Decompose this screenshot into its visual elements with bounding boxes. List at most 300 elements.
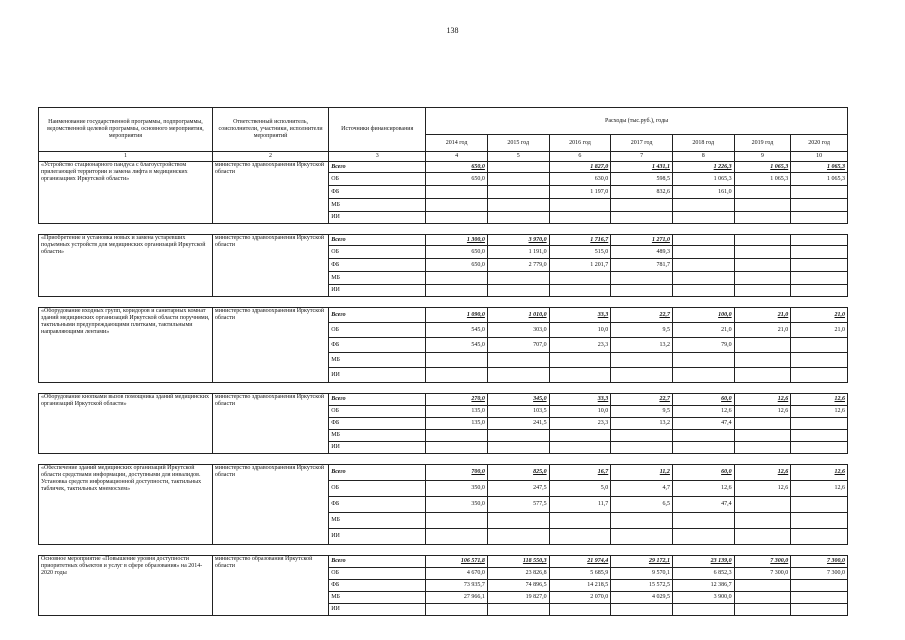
amount-cell (611, 353, 673, 368)
header-responsible: Ответственный исполнитель, соисполнители, участники, исполнители мероприятий (212, 108, 328, 152)
amount-value: 12,6 (834, 485, 845, 492)
section-spacer (39, 383, 848, 394)
amount-cell (791, 162, 848, 173)
amount-cell (611, 199, 673, 212)
amount-cell (549, 442, 611, 454)
amount-cell (672, 394, 734, 406)
amount-cell (426, 308, 488, 323)
amount-value: 350,0 (471, 485, 485, 492)
amount-cell (426, 199, 488, 212)
amount-value: 106 571,8 (460, 558, 485, 565)
funding-source: Всего (329, 235, 426, 246)
amount-cell (549, 199, 611, 212)
amount-cell (549, 513, 611, 529)
amount-value: 11,2 (659, 469, 670, 476)
amount-value: 19 827,0 (525, 594, 547, 601)
amount-value: 21,0 (834, 326, 845, 333)
amount-cell (672, 212, 734, 224)
amount-cell (611, 442, 673, 454)
responsible-executor: министерство здравоохранения Иркутской области (212, 162, 328, 224)
amount-value: 4 029,5 (651, 594, 670, 601)
header-year: 2017 год (611, 135, 673, 152)
amount-value: 1 191,0 (528, 248, 547, 255)
table-row (39, 394, 848, 406)
amount-cell (791, 186, 848, 199)
amount-cell (611, 394, 673, 406)
amount-cell (549, 529, 611, 545)
amount-cell (611, 430, 673, 442)
amount-value: 79,0 (721, 341, 732, 348)
amount-cell (549, 580, 611, 592)
column-number: 9 (734, 152, 791, 162)
table-row (39, 465, 848, 481)
amount-cell (549, 285, 611, 297)
amount-value: 1 226,3 (713, 163, 732, 170)
amount-cell (487, 338, 549, 353)
amount-value: 650,0 (471, 261, 485, 268)
amount-cell (487, 173, 549, 186)
amount-cell (549, 308, 611, 323)
funding-source: МБ (329, 592, 426, 604)
amount-cell (426, 568, 488, 580)
amount-cell (791, 368, 848, 383)
amount-cell (791, 430, 848, 442)
funding-source: ИИ (329, 529, 426, 545)
amount-cell (734, 368, 791, 383)
amount-cell (611, 529, 673, 545)
amount-value: 12,6 (834, 408, 845, 415)
amount-cell (487, 580, 549, 592)
amount-cell (734, 556, 791, 568)
amount-cell (734, 481, 791, 497)
amount-cell (734, 418, 791, 430)
amount-cell (487, 604, 549, 616)
amount-cell (672, 285, 734, 297)
amount-cell (672, 323, 734, 338)
amount-cell (734, 285, 791, 297)
amount-cell (734, 580, 791, 592)
amount-value: 9,5 (662, 408, 670, 415)
amount-cell (672, 353, 734, 368)
amount-cell (672, 186, 734, 199)
amount-value: 22,7 (659, 396, 670, 403)
amount-value: 103,5 (533, 408, 547, 415)
amount-value: 12,6 (777, 485, 789, 492)
amount-cell (734, 465, 791, 481)
amount-cell (549, 368, 611, 383)
amount-value: 22,7 (659, 311, 670, 318)
budget-table (38, 107, 848, 616)
amount-cell (734, 272, 791, 285)
header-name: Наименование государственной программы, подпрограммы, ведомственной целевой программы, основного мероприятия, мероприятия (39, 108, 213, 152)
amount-cell (426, 353, 488, 368)
amount-value: 74 896,5 (525, 582, 547, 589)
header-year: 2019 год (734, 135, 791, 152)
amount-cell (611, 568, 673, 580)
funding-source: ИИ (329, 442, 426, 454)
amount-value: 1 716,7 (590, 236, 609, 243)
amount-value: 27 966,1 (463, 594, 485, 601)
amount-value: 23,3 (597, 341, 609, 348)
amount-cell (611, 246, 673, 259)
amount-cell (672, 430, 734, 442)
amount-cell (791, 259, 848, 272)
amount-cell (791, 394, 848, 406)
column-number: 2 (212, 152, 328, 162)
amount-cell (487, 162, 549, 173)
amount-value: 4,7 (662, 485, 670, 492)
amount-cell (791, 442, 848, 454)
amount-cell (549, 338, 611, 353)
amount-value: 23 826,8 (525, 570, 547, 577)
amount-value: 630,0 (594, 175, 609, 182)
amount-cell (734, 308, 791, 323)
amount-cell (487, 513, 549, 529)
amount-cell (734, 568, 791, 580)
amount-value: 1 197,0 (590, 188, 609, 195)
measure-name: «Оборудование кнопками вызов помощника зданий медицинских организаций Иркутской области» (39, 394, 213, 454)
amount-cell (487, 272, 549, 285)
funding-source: ФБ (329, 418, 426, 430)
column-number: 10 (791, 152, 848, 162)
amount-value: 4 670,0 (466, 570, 485, 577)
amount-value: 100,0 (718, 311, 732, 318)
amount-cell (791, 556, 848, 568)
amount-value: 1 300,0 (466, 236, 485, 243)
amount-cell (426, 406, 488, 418)
amount-cell (426, 186, 488, 199)
amount-cell (791, 173, 848, 186)
amount-cell (734, 186, 791, 199)
amount-cell (734, 246, 791, 259)
amount-cell (426, 246, 488, 259)
amount-value: 650,0 (471, 175, 485, 182)
measure-name: «Приобретение и установка новых и замена устаревших подъемных устройств для медицинских организаций Иркутской области» (39, 235, 213, 297)
amount-value: 23,3 (597, 420, 609, 427)
amount-cell (426, 323, 488, 338)
amount-cell (791, 212, 848, 224)
amount-value: 23 139,0 (710, 558, 732, 565)
amount-cell (611, 259, 673, 272)
header-year: 2018 год (672, 135, 734, 152)
amount-value: 515,0 (594, 248, 609, 255)
amount-cell (549, 604, 611, 616)
amount-cell (487, 430, 549, 442)
amount-value: 14 218,5 (587, 582, 609, 589)
amount-cell (549, 418, 611, 430)
amount-value: 1 065,3 (827, 163, 845, 170)
amount-cell (549, 162, 611, 173)
header-expenses: Расходы (тыс.руб.), годы (426, 108, 848, 135)
spacer-cell (39, 383, 848, 394)
amount-value: 21,0 (777, 326, 789, 333)
amount-value: 12,6 (721, 485, 732, 492)
amount-cell (426, 481, 488, 497)
responsible-executor: министерство здравоохранения Иркутской области (212, 394, 328, 454)
column-number: 3 (329, 152, 426, 162)
funding-source: ФБ (329, 338, 426, 353)
amount-value: 1 431,1 (651, 163, 670, 170)
column-number-row (39, 152, 848, 162)
amount-cell (487, 418, 549, 430)
amount-cell (734, 497, 791, 513)
funding-source: Всего (329, 162, 426, 173)
amount-value: 11,7 (597, 501, 609, 508)
amount-cell (549, 481, 611, 497)
amount-cell (672, 338, 734, 353)
amount-cell (734, 406, 791, 418)
amount-cell (426, 418, 488, 430)
amount-cell (791, 580, 848, 592)
amount-cell (549, 406, 611, 418)
amount-cell (791, 246, 848, 259)
amount-value: 21,0 (721, 326, 732, 333)
amount-cell (426, 394, 488, 406)
amount-cell (672, 199, 734, 212)
amount-value: 303,0 (533, 326, 547, 333)
funding-source: ОБ (329, 406, 426, 418)
amount-value: 781,7 (656, 261, 670, 268)
funding-source: ФБ (329, 497, 426, 513)
amount-value: 3 970,0 (528, 236, 547, 243)
amount-value: 825,0 (533, 469, 547, 476)
amount-cell (672, 465, 734, 481)
funding-source: Всего (329, 308, 426, 323)
amount-cell (426, 338, 488, 353)
funding-source: МБ (329, 513, 426, 529)
amount-cell (672, 308, 734, 323)
amount-cell (611, 497, 673, 513)
measure-name: «Оборудование входных групп, коридоров и санитарных комнат зданий медицинских организаций Иркутской области поручнями, тактильными предупреждающими плитками, тактильными направляющими лентами» (39, 308, 213, 383)
table-row (39, 556, 848, 568)
amount-value: 33,3 (597, 311, 609, 318)
amount-value: 12,6 (777, 408, 789, 415)
amount-cell (672, 272, 734, 285)
amount-cell (611, 513, 673, 529)
measure-name: «Обеспечение зданий медицинских организаций Иркутской области средствами информации, доступными для инвалидов. Установка средств информационной доступности, тактильных табличек, тактильных мнемосхем» (39, 465, 213, 545)
amount-cell (672, 580, 734, 592)
funding-source: ОБ (329, 481, 426, 497)
amount-cell (549, 430, 611, 442)
funding-source: Всего (329, 556, 426, 568)
amount-cell (426, 162, 488, 173)
section-spacer (39, 545, 848, 556)
amount-value: 577,5 (533, 501, 547, 508)
funding-source: МБ (329, 199, 426, 212)
funding-source: ФБ (329, 580, 426, 592)
amount-cell (549, 353, 611, 368)
funding-source: МБ (329, 272, 426, 285)
amount-cell (487, 368, 549, 383)
amount-value: 10,0 (597, 326, 609, 333)
amount-value: 241,5 (533, 420, 547, 427)
amount-value: 7 300,0 (827, 570, 845, 577)
amount-value: 12 386,7 (710, 582, 732, 589)
amount-cell (791, 285, 848, 297)
column-number: 6 (549, 152, 611, 162)
amount-value: 33,3 (597, 396, 609, 403)
amount-cell (487, 465, 549, 481)
column-number: 5 (487, 152, 549, 162)
amount-value: 12,6 (834, 396, 845, 403)
amount-cell (672, 529, 734, 545)
responsible-executor: министерство здравоохранения Иркутской области (212, 308, 328, 383)
amount-cell (611, 481, 673, 497)
amount-cell (611, 592, 673, 604)
amount-cell (549, 394, 611, 406)
table-row (39, 308, 848, 323)
amount-cell (791, 353, 848, 368)
amount-cell (487, 481, 549, 497)
amount-cell (487, 497, 549, 513)
page-number: 138 (446, 26, 459, 35)
funding-source: Всего (329, 465, 426, 481)
amount-cell (611, 272, 673, 285)
amount-value: 1 090,0 (466, 311, 485, 318)
amount-cell (791, 497, 848, 513)
amount-cell (791, 568, 848, 580)
amount-value: 12,6 (777, 469, 789, 476)
amount-value: 1 065,3 (827, 175, 845, 182)
amount-value: 2 779,0 (528, 261, 547, 268)
column-number: 8 (672, 152, 734, 162)
amount-cell (672, 259, 734, 272)
funding-source: ОБ (329, 173, 426, 186)
funding-source: ОБ (329, 246, 426, 259)
amount-cell (791, 272, 848, 285)
measure-name: «Устройство стационарного пандуса с благоустройством прилегающей территории и замена лифта в медицинских организациях Иркутской области» (39, 162, 213, 224)
amount-cell (672, 497, 734, 513)
amount-value: 21 974,4 (587, 558, 609, 565)
column-number: 7 (611, 152, 673, 162)
amount-value: 1 065,3 (770, 175, 789, 182)
amount-cell (426, 272, 488, 285)
amount-value: 700,0 (471, 469, 485, 476)
amount-value: 21,0 (777, 311, 789, 318)
amount-cell (549, 556, 611, 568)
amount-cell (426, 212, 488, 224)
amount-cell (734, 338, 791, 353)
funding-source: ИИ (329, 285, 426, 297)
amount-cell (672, 368, 734, 383)
amount-value: 832,6 (656, 188, 670, 195)
section-spacer (39, 297, 848, 308)
amount-cell (487, 246, 549, 259)
responsible-executor: министерство здравоохранения Иркутской области (212, 235, 328, 297)
amount-cell (426, 465, 488, 481)
amount-value: 13,2 (659, 420, 670, 427)
amount-cell (611, 212, 673, 224)
amount-value: 1 827,0 (590, 163, 609, 170)
amount-value: 7 300,0 (770, 558, 789, 565)
amount-cell (734, 394, 791, 406)
amount-cell (672, 568, 734, 580)
amount-value: 9 570,1 (651, 570, 670, 577)
section-spacer (39, 224, 848, 235)
amount-value: 2 070,0 (590, 594, 609, 601)
amount-value: 650,0 (471, 248, 485, 255)
amount-value: 5,0 (600, 485, 609, 492)
amount-cell (734, 173, 791, 186)
amount-value: 15 572,5 (648, 582, 670, 589)
amount-cell (672, 481, 734, 497)
header-year: 2020 год (791, 135, 848, 152)
funding-source: ОБ (329, 568, 426, 580)
header-year: 2016 год (549, 135, 611, 152)
amount-cell (549, 568, 611, 580)
amount-value: 47,4 (721, 501, 732, 508)
amount-cell (549, 497, 611, 513)
amount-value: 13,2 (659, 341, 670, 348)
amount-cell (734, 604, 791, 616)
amount-cell (672, 406, 734, 418)
funding-source: ИИ (329, 212, 426, 224)
table-body (39, 162, 848, 616)
funding-source: Всего (329, 394, 426, 406)
amount-cell (487, 353, 549, 368)
amount-value: 1 065,3 (713, 175, 732, 182)
amount-cell (672, 418, 734, 430)
amount-value: 1 271,0 (651, 236, 670, 243)
amount-cell (611, 338, 673, 353)
amount-cell (549, 592, 611, 604)
amount-cell (611, 235, 673, 246)
funding-source: ИИ (329, 604, 426, 616)
amount-cell (791, 338, 848, 353)
amount-cell (791, 406, 848, 418)
amount-cell (426, 592, 488, 604)
amount-cell (734, 592, 791, 604)
amount-cell (487, 235, 549, 246)
amount-cell (426, 430, 488, 442)
amount-cell (791, 199, 848, 212)
amount-cell (791, 513, 848, 529)
amount-cell (426, 173, 488, 186)
amount-cell (734, 529, 791, 545)
amount-value: 10,0 (597, 408, 609, 415)
amount-value: 270,0 (471, 396, 485, 403)
spacer-cell (39, 297, 848, 308)
amount-cell (611, 556, 673, 568)
amount-value: 7 300,0 (770, 570, 789, 577)
amount-cell (549, 186, 611, 199)
column-number: 1 (39, 152, 213, 162)
amount-cell (426, 497, 488, 513)
amount-cell (611, 465, 673, 481)
amount-cell (611, 418, 673, 430)
amount-cell (734, 430, 791, 442)
amount-cell (791, 418, 848, 430)
column-number: 4 (426, 152, 488, 162)
amount-cell (672, 162, 734, 173)
amount-cell (611, 368, 673, 383)
funding-source: ФБ (329, 259, 426, 272)
amount-cell (549, 212, 611, 224)
amount-value: 3 900,0 (713, 594, 732, 601)
amount-cell (672, 442, 734, 454)
amount-value: 598,5 (656, 175, 670, 182)
amount-cell (487, 323, 549, 338)
amount-value: 161,0 (718, 188, 732, 195)
responsible-executor: министерство здравоохранения Иркутской области (212, 465, 328, 545)
header-source: Источники финансирования (329, 108, 426, 152)
funding-source: МБ (329, 430, 426, 442)
amount-cell (426, 513, 488, 529)
amount-value: 350,0 (471, 501, 485, 508)
amount-value: 489,3 (656, 248, 670, 255)
amount-cell (672, 592, 734, 604)
amount-value: 1 065,3 (770, 163, 789, 170)
